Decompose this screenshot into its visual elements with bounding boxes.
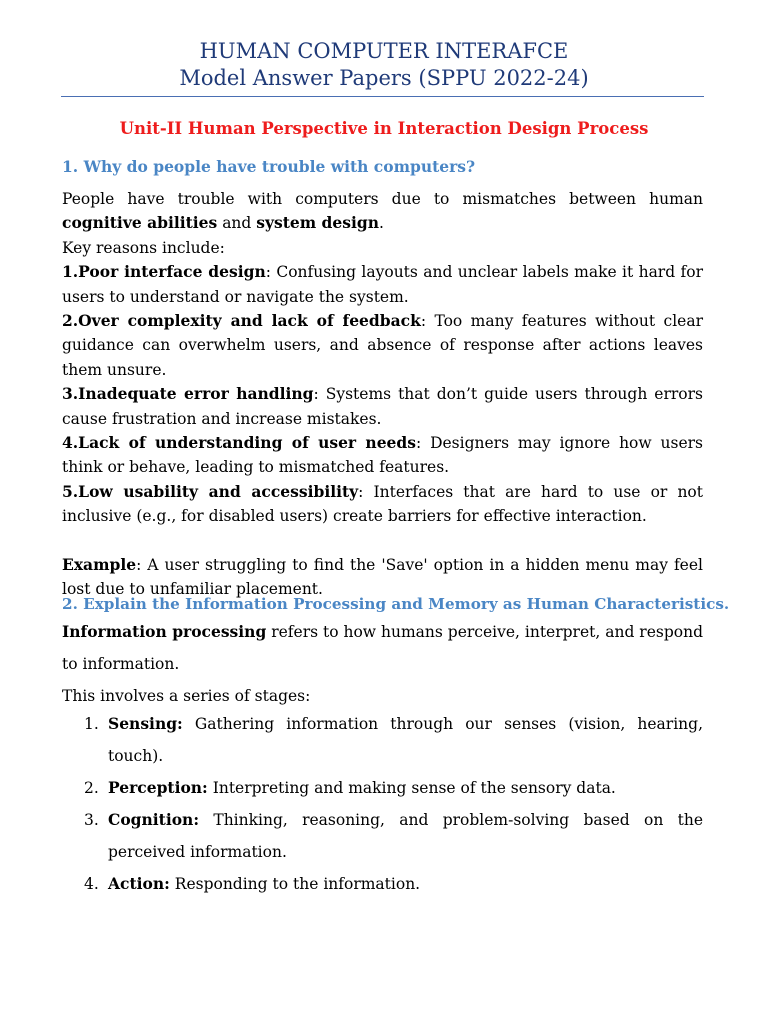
header-divider	[61, 96, 704, 97]
stage-text: Gathering information through our senses (vision, hearing, touch).	[108, 715, 703, 765]
stage-label: Sensing:	[108, 714, 183, 733]
definition-paragraph	[62, 616, 703, 680]
question-2-answer	[62, 616, 703, 712]
reason-label: 5.Low usability and accessibility	[62, 481, 359, 501]
reason-label: 3.Inadequate error handling	[62, 384, 314, 404]
example-text: : A user struggling to find the 'Save' option in a hidden menu may feel lost due to unfamiliar placement.	[62, 556, 703, 599]
reason-label: 2.Over complexity and lack of feedback	[62, 311, 421, 331]
stages-intro: This involves a series of stages:	[62, 687, 311, 705]
reason-text: : Too many features without clear guidance can overwhelm users, and absence of response after actions leaves them unsure.	[62, 312, 703, 379]
example-label: Example	[62, 555, 137, 575]
reason-item	[62, 431, 703, 480]
paper-subtitle: Model Answer Papers (SPPU 2022-24)	[179, 66, 589, 90]
reason-text: : Designers may ignore how users think or behave, leading to mismatched features.	[62, 434, 703, 477]
intro-bold-cognitive: cognitive abilities	[62, 213, 218, 233]
reason-item	[62, 480, 703, 529]
list-item	[62, 772, 703, 804]
reason-label: 1.Poor interface design	[62, 262, 266, 282]
intro-period: .	[378, 214, 384, 233]
list-number: 4.	[84, 875, 99, 893]
intro-bold-system-design: system design	[256, 213, 379, 233]
reason-item	[62, 260, 703, 309]
reason-text: : Confusing layouts and unclear labels make it hard for users to understand or navigate the system.	[62, 263, 703, 306]
list-number: 3.	[84, 811, 99, 829]
intro-text-and: and	[217, 214, 257, 233]
list-item	[62, 708, 703, 772]
reason-text: : Systems that don’t guide users through errors cause frustration and increase mistakes.	[62, 385, 703, 428]
key-reasons-label: Key reasons include:	[62, 238, 225, 257]
stage-text: Interpreting and making sense of the sensory data.	[207, 779, 616, 797]
stage-text: Responding to the information.	[169, 875, 421, 893]
list-number: 2.	[84, 779, 99, 797]
stages-list	[62, 708, 703, 900]
intro-paragraph	[62, 187, 703, 236]
reason-label: 4.Lack of understanding of user needs	[62, 433, 416, 453]
reason-item	[62, 309, 703, 382]
definition-text: refers to how humans perceive, interpret, and respond to information.	[62, 623, 703, 673]
definition-term: Information processing	[62, 622, 267, 641]
reason-item	[62, 382, 703, 431]
question-1-heading: 1. Why do people have trouble with computers?	[62, 157, 476, 176]
intro-text: People have trouble with computers due to mismatches between human	[62, 190, 703, 208]
paragraph-spacer	[62, 529, 703, 553]
question-1-answer	[62, 187, 703, 602]
stage-text: Thinking, reasoning, and problem-solving based on the perceived information.	[108, 811, 703, 861]
reason-text: : Interfaces that are hard to use or not inclusive (e.g., for disabled users) create barriers for effective interaction.	[62, 482, 703, 526]
stage-label: Cognition:	[108, 810, 200, 829]
stage-label: Action:	[108, 874, 170, 893]
document-header	[0, 38, 768, 92]
list-number: 1.	[84, 715, 99, 733]
course-title: HUMAN COMPUTER INTERAFCE	[199, 39, 569, 63]
list-item	[62, 868, 703, 900]
list-item	[62, 804, 703, 868]
question-2-heading: 2. Explain the Information Processing and Memory as Human Characteristics.	[62, 595, 730, 613]
unit-title: Unit-II Human Perspective in Interaction Design Process	[119, 119, 649, 138]
stage-label: Perception:	[108, 778, 208, 797]
